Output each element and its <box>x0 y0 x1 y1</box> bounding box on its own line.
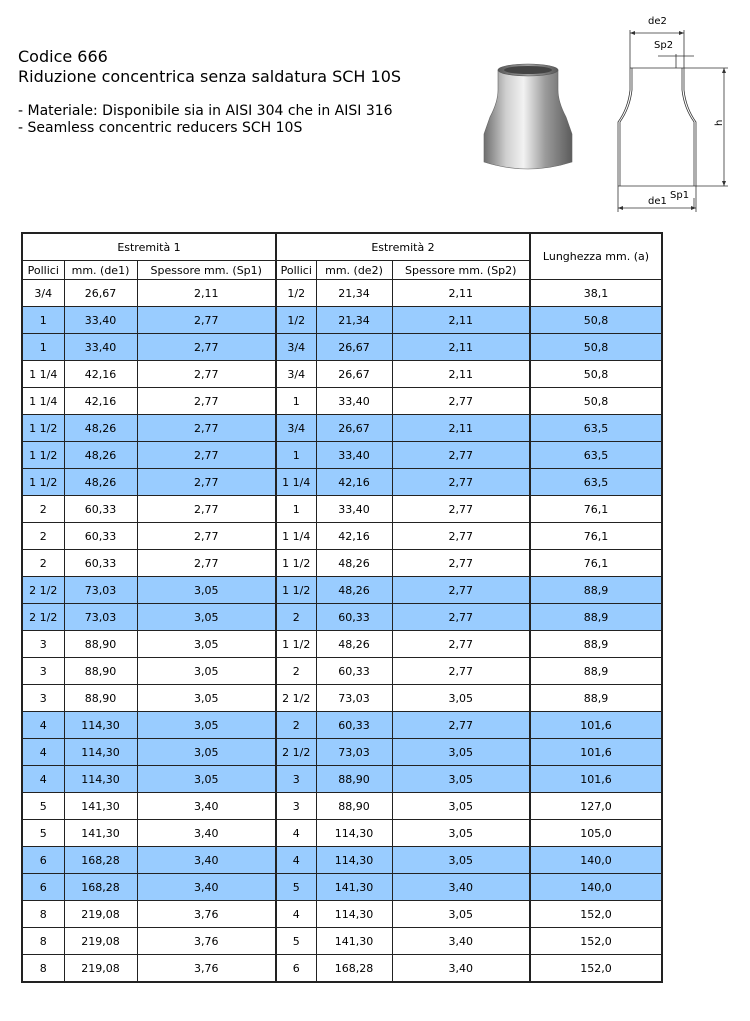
cell-de2: 21,34 <box>316 280 392 307</box>
cell-de1: 33,40 <box>64 307 137 334</box>
cell-sp2: 2,77 <box>392 658 530 685</box>
cell-length: 101,6 <box>530 739 662 766</box>
cell-sp2: 3,40 <box>392 928 530 955</box>
cell-inches-2: 2 <box>276 604 316 631</box>
feature-material: - Materiale: Disponibile sia in AISI 304 che in AISI 316 <box>18 103 393 119</box>
reducer-technical-drawing <box>596 10 742 216</box>
cell-inches-2: 1 1/2 <box>276 550 316 577</box>
cell-length: 50,8 <box>530 388 662 415</box>
cell-inches-1: 3 <box>22 685 64 712</box>
cell-sp1: 2,77 <box>137 415 276 442</box>
cell-sp1: 2,77 <box>137 334 276 361</box>
cell-de1: 141,30 <box>64 793 137 820</box>
cell-sp1: 3,05 <box>137 685 276 712</box>
table-row <box>22 307 662 334</box>
cell-inches-1: 2 <box>22 496 64 523</box>
cell-de2: 73,03 <box>316 685 392 712</box>
cell-sp2: 3,40 <box>392 874 530 901</box>
cell-sp2: 3,05 <box>392 793 530 820</box>
cell-inches-1: 5 <box>22 820 64 847</box>
cell-length: 50,8 <box>530 334 662 361</box>
cell-sp1: 2,77 <box>137 496 276 523</box>
cell-length: 88,9 <box>530 685 662 712</box>
cell-de2: 42,16 <box>316 469 392 496</box>
cell-inches-2: 3 <box>276 766 316 793</box>
feature-english: - Seamless concentric reducers SCH 10S <box>18 120 303 136</box>
cell-inches-2: 3/4 <box>276 361 316 388</box>
cell-inches-2: 1/2 <box>276 280 316 307</box>
cell-sp1: 2,77 <box>137 388 276 415</box>
cell-sp2: 2,77 <box>392 523 530 550</box>
dimensions-table-wrap <box>21 232 663 983</box>
table-row <box>22 685 662 712</box>
feature-list <box>18 103 401 137</box>
table-row <box>22 388 662 415</box>
cell-inches-2: 4 <box>276 901 316 928</box>
cell-inches-1: 1 1/4 <box>22 388 64 415</box>
cell-sp2: 2,11 <box>392 280 530 307</box>
cell-sp1: 3,05 <box>137 712 276 739</box>
cell-de1: 73,03 <box>64 604 137 631</box>
cell-inches-1: 3 <box>22 631 64 658</box>
cell-inches-2: 1 1/4 <box>276 523 316 550</box>
cell-sp2: 2,77 <box>392 388 530 415</box>
cell-de1: 219,08 <box>64 928 137 955</box>
cell-de2: 60,33 <box>316 712 392 739</box>
cell-inches-1: 5 <box>22 793 64 820</box>
cell-sp1: 3,76 <box>137 928 276 955</box>
cell-length: 127,0 <box>530 793 662 820</box>
cell-length: 140,0 <box>530 874 662 901</box>
table-row <box>22 874 662 901</box>
cell-inches-1: 6 <box>22 874 64 901</box>
table-row <box>22 955 662 983</box>
cell-sp1: 2,77 <box>137 442 276 469</box>
cell-de2: 60,33 <box>316 604 392 631</box>
cell-length: 88,9 <box>530 577 662 604</box>
cell-de1: 42,16 <box>64 388 137 415</box>
cell-de1: 60,33 <box>64 496 137 523</box>
cell-de1: 26,67 <box>64 280 137 307</box>
cell-sp2: 2,11 <box>392 334 530 361</box>
cell-sp1: 2,11 <box>137 280 276 307</box>
cell-length: 63,5 <box>530 469 662 496</box>
cell-inches-2: 1 1/2 <box>276 577 316 604</box>
cell-inches-1: 6 <box>22 847 64 874</box>
cell-de2: 33,40 <box>316 442 392 469</box>
cell-length: 76,1 <box>530 523 662 550</box>
cell-de1: 73,03 <box>64 577 137 604</box>
table-row <box>22 739 662 766</box>
cell-length: 88,9 <box>530 604 662 631</box>
cell-inches-1: 4 <box>22 739 64 766</box>
cell-length: 152,0 <box>530 955 662 983</box>
cell-de2: 33,40 <box>316 496 392 523</box>
cell-inches-2: 2 <box>276 712 316 739</box>
cell-inches-2: 1 <box>276 388 316 415</box>
cell-sp2: 2,11 <box>392 307 530 334</box>
cell-de1: 48,26 <box>64 442 137 469</box>
table-row <box>22 550 662 577</box>
cell-length: 63,5 <box>530 415 662 442</box>
cell-sp2: 3,40 <box>392 955 530 983</box>
cell-sp2: 3,05 <box>392 901 530 928</box>
cell-de1: 114,30 <box>64 739 137 766</box>
cell-de1: 88,90 <box>64 658 137 685</box>
cell-length: 76,1 <box>530 550 662 577</box>
cell-length: 88,9 <box>530 658 662 685</box>
cell-length: 140,0 <box>530 847 662 874</box>
cell-sp2: 2,11 <box>392 415 530 442</box>
cell-inches-1: 2 <box>22 523 64 550</box>
cell-sp1: 2,77 <box>137 361 276 388</box>
cell-inches-1: 1 1/4 <box>22 361 64 388</box>
cell-inches-2: 4 <box>276 847 316 874</box>
table-row <box>22 793 662 820</box>
table-row <box>22 901 662 928</box>
cell-de1: 168,28 <box>64 847 137 874</box>
table-row <box>22 442 662 469</box>
label-de1: de1 <box>648 196 667 207</box>
cell-inches-2: 1 <box>276 442 316 469</box>
table-row <box>22 523 662 550</box>
cell-inches-2: 1/2 <box>276 307 316 334</box>
cell-sp2: 2,77 <box>392 604 530 631</box>
cell-de1: 33,40 <box>64 334 137 361</box>
cell-de1: 48,26 <box>64 469 137 496</box>
cell-inches-2: 5 <box>276 874 316 901</box>
table-row <box>22 712 662 739</box>
cell-inches-1: 8 <box>22 955 64 983</box>
cell-sp2: 2,77 <box>392 496 530 523</box>
table-row <box>22 820 662 847</box>
cell-de2: 48,26 <box>316 577 392 604</box>
table-row <box>22 415 662 442</box>
cell-sp1: 3,40 <box>137 874 276 901</box>
cell-sp1: 3,05 <box>137 631 276 658</box>
cell-sp2: 2,77 <box>392 577 530 604</box>
cell-inches-2: 4 <box>276 820 316 847</box>
cell-inches-2: 1 <box>276 496 316 523</box>
cell-inches-1: 2 1/2 <box>22 577 64 604</box>
cell-sp1: 3,05 <box>137 766 276 793</box>
table-row <box>22 334 662 361</box>
col-header-inches-2: Pollici <box>276 261 316 280</box>
product-code: Codice 666 <box>18 47 108 66</box>
cell-de1: 114,30 <box>64 766 137 793</box>
cell-de2: 48,26 <box>316 631 392 658</box>
cell-sp1: 3,05 <box>137 739 276 766</box>
cell-sp2: 2,77 <box>392 712 530 739</box>
cell-sp1: 3,40 <box>137 793 276 820</box>
cell-inches-1: 4 <box>22 766 64 793</box>
cell-sp1: 3,05 <box>137 604 276 631</box>
cell-de1: 168,28 <box>64 874 137 901</box>
header-text <box>18 47 401 137</box>
cell-de1: 114,30 <box>64 712 137 739</box>
cell-inches-1: 1 <box>22 334 64 361</box>
col-header-inches-1: Pollici <box>22 261 64 280</box>
cell-length: 152,0 <box>530 928 662 955</box>
cell-sp2: 2,77 <box>392 550 530 577</box>
cell-inches-1: 2 <box>22 550 64 577</box>
cell-de1: 141,30 <box>64 820 137 847</box>
cell-de1: 88,90 <box>64 685 137 712</box>
cell-length: 105,0 <box>530 820 662 847</box>
cell-inches-1: 1 <box>22 307 64 334</box>
cell-sp2: 3,05 <box>392 847 530 874</box>
cell-de2: 42,16 <box>316 523 392 550</box>
cell-inches-1: 1 1/2 <box>22 415 64 442</box>
cell-sp2: 3,05 <box>392 739 530 766</box>
label-sp1: Sp1 <box>670 190 690 201</box>
cell-de1: 60,33 <box>64 523 137 550</box>
cell-de2: 48,26 <box>316 550 392 577</box>
cell-sp2: 3,05 <box>392 766 530 793</box>
cell-sp1: 3,05 <box>137 577 276 604</box>
cell-de2: 26,67 <box>316 361 392 388</box>
cell-sp1: 2,77 <box>137 469 276 496</box>
cell-sp1: 3,40 <box>137 847 276 874</box>
dimensions-table <box>21 232 663 983</box>
cell-inches-2: 2 1/2 <box>276 739 316 766</box>
cell-sp1: 3,76 <box>137 901 276 928</box>
col-header-de2: mm. (de2) <box>316 261 392 280</box>
cell-de2: 141,30 <box>316 874 392 901</box>
cell-inches-2: 3/4 <box>276 334 316 361</box>
cell-de2: 73,03 <box>316 739 392 766</box>
table-row <box>22 847 662 874</box>
cell-de2: 60,33 <box>316 658 392 685</box>
cell-de1: 48,26 <box>64 415 137 442</box>
cell-inches-1: 1 1/2 <box>22 442 64 469</box>
cell-inches-2: 1 1/4 <box>276 469 316 496</box>
cell-inches-2: 1 1/2 <box>276 631 316 658</box>
table-row <box>22 496 662 523</box>
group-header-end-1: Estremità 1 <box>22 233 276 261</box>
table-row <box>22 766 662 793</box>
cell-length: 152,0 <box>530 901 662 928</box>
cell-sp2: 3,05 <box>392 820 530 847</box>
cell-length: 76,1 <box>530 496 662 523</box>
cell-length: 88,9 <box>530 631 662 658</box>
cell-sp2: 2,77 <box>392 469 530 496</box>
cell-de2: 21,34 <box>316 307 392 334</box>
cell-length: 50,8 <box>530 361 662 388</box>
label-sp2: Sp2 <box>654 40 674 51</box>
table-row <box>22 361 662 388</box>
reducer-product-image <box>478 62 578 174</box>
table-row <box>22 577 662 604</box>
length-header: Lunghezza mm. (a) <box>530 233 662 280</box>
cell-de1: 88,90 <box>64 631 137 658</box>
cell-sp1: 3,76 <box>137 955 276 983</box>
cell-inches-1: 4 <box>22 712 64 739</box>
cell-inches-2: 2 1/2 <box>276 685 316 712</box>
col-header-de1: mm. (de1) <box>64 261 137 280</box>
cell-length: 63,5 <box>530 442 662 469</box>
cell-inches-2: 6 <box>276 955 316 983</box>
cell-de2: 114,30 <box>316 901 392 928</box>
cell-de2: 88,90 <box>316 766 392 793</box>
cell-de2: 33,40 <box>316 388 392 415</box>
cell-sp1: 3,05 <box>137 658 276 685</box>
col-header-sp1: Spessore mm. (Sp1) <box>137 261 276 280</box>
table-row <box>22 658 662 685</box>
cell-de2: 168,28 <box>316 955 392 983</box>
cell-sp2: 2,77 <box>392 631 530 658</box>
cell-inches-1: 8 <box>22 901 64 928</box>
table-row <box>22 469 662 496</box>
cell-length: 101,6 <box>530 712 662 739</box>
cell-sp2: 2,11 <box>392 361 530 388</box>
cell-length: 50,8 <box>530 307 662 334</box>
table-row <box>22 280 662 307</box>
cell-inches-1: 1 1/2 <box>22 469 64 496</box>
cell-sp2: 3,05 <box>392 685 530 712</box>
cell-de2: 26,67 <box>316 334 392 361</box>
col-header-sp2: Spessore mm. (Sp2) <box>392 261 530 280</box>
cell-inches-1: 3/4 <box>22 280 64 307</box>
group-header-end-2: Estremità 2 <box>276 233 530 261</box>
cell-sp1: 2,77 <box>137 523 276 550</box>
table-row <box>22 604 662 631</box>
cell-inches-2: 3/4 <box>276 415 316 442</box>
cell-de2: 26,67 <box>316 415 392 442</box>
cell-sp1: 3,40 <box>137 820 276 847</box>
cell-inches-2: 3 <box>276 793 316 820</box>
product-title: Riduzione concentrica senza saldatura SCH 10S <box>18 67 402 86</box>
label-h: h <box>714 119 725 126</box>
table-body <box>22 280 662 983</box>
table-row <box>22 631 662 658</box>
cell-de2: 141,30 <box>316 928 392 955</box>
cell-inches-1: 2 1/2 <box>22 604 64 631</box>
cell-length: 38,1 <box>530 280 662 307</box>
cell-de2: 114,30 <box>316 820 392 847</box>
cell-length: 101,6 <box>530 766 662 793</box>
cell-sp1: 2,77 <box>137 307 276 334</box>
label-de2: de2 <box>648 16 667 27</box>
cell-de2: 88,90 <box>316 793 392 820</box>
cell-inches-1: 3 <box>22 658 64 685</box>
cell-de2: 114,30 <box>316 847 392 874</box>
cell-sp1: 2,77 <box>137 550 276 577</box>
cell-de1: 60,33 <box>64 550 137 577</box>
cell-inches-1: 8 <box>22 928 64 955</box>
cell-de1: 42,16 <box>64 361 137 388</box>
cell-sp2: 2,77 <box>392 442 530 469</box>
cell-inches-2: 5 <box>276 928 316 955</box>
cell-inches-2: 2 <box>276 658 316 685</box>
cell-de1: 219,08 <box>64 901 137 928</box>
cell-de1: 219,08 <box>64 955 137 983</box>
table-row <box>22 928 662 955</box>
